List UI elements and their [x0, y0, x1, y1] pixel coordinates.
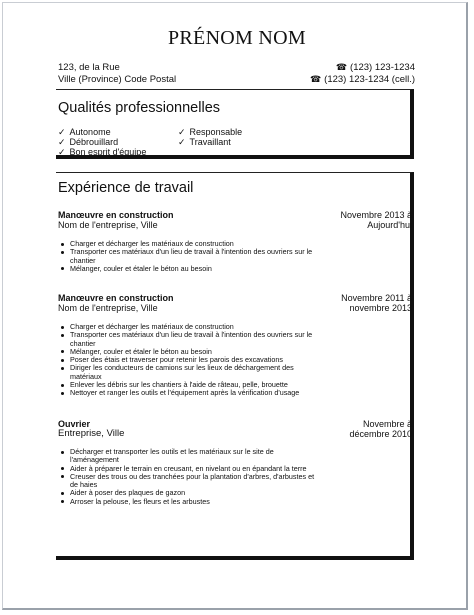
job-tasks: [58, 323, 318, 398]
phone-line-2: ☎ (123) 123-1234 (cell.): [309, 73, 415, 85]
job-dates: Novembre 2011 à novembre 2013: [341, 293, 412, 313]
job-tasks: [58, 448, 318, 506]
candidate-name: PRÉNOM NOM: [167, 27, 307, 49]
task-item: Enlever les débris sur les chantiers à l'aide de râteau, pelle, brouette: [58, 381, 318, 389]
address-line-1: 123, de la Rue: [58, 62, 120, 73]
quality-item: ✓ Bon esprit d'équipe: [58, 146, 147, 157]
task-item: Arroser la pelouse, les fleurs et les arbustes: [58, 498, 318, 506]
task-item: Décharger et transporter les outils et les matériaux sur le site de l'aménagement: [58, 448, 318, 465]
qualities-column-2: [178, 128, 242, 148]
phone-icon: ☎: [309, 73, 322, 84]
address-line-2: Ville (Province) Code Postal: [58, 73, 177, 85]
task-item: Creuser des trous ou des tranchées pour la plantation d'arbres, d'arbustes et de haies: [58, 473, 318, 490]
job-entry: [58, 419, 412, 506]
job-tasks: [58, 240, 318, 273]
job-dates: Novembre 2013 à Aujourd'hui: [340, 210, 412, 230]
job-title: Manœuvre en construction: [58, 210, 174, 220]
task-item: Charger et décharger les matériaux de construction: [58, 323, 318, 331]
job-title: Ouvrier: [58, 419, 91, 429]
quality-item: ✓ Autonome: [58, 127, 111, 137]
experience-heading: Expérience de travail: [58, 180, 194, 196]
job-entry: [58, 293, 412, 398]
checkmark-icon: ✓: [58, 146, 66, 157]
experience-section: [56, 172, 414, 560]
quality-item: ✓ Responsable: [178, 127, 243, 137]
qualities-column-1: [58, 128, 146, 157]
task-item: Nettoyer et ranger les outils et l'équipement après la vérification d'usage: [58, 389, 318, 397]
job-dates: Novembre à décembre 2010: [349, 419, 412, 439]
job-company: Entreprise, Ville: [58, 428, 125, 439]
task-item: Aider à préparer le terrain en creusant, en nivelant ou en épandant la terre: [58, 465, 318, 473]
checkmark-icon: ✓: [58, 127, 66, 137]
task-item: Charger et décharger les matériaux de construction: [58, 240, 318, 248]
checkmark-icon: ✓: [178, 136, 186, 147]
job-company: Nom de l'entreprise, Ville: [58, 220, 158, 230]
phone-icon: ☎: [335, 62, 348, 72]
qualities-heading: Qualités professionnelles: [58, 100, 221, 116]
task-item: Aider à poser des plaques de gazon: [58, 489, 318, 497]
quality-item: ✓ Débrouillard: [58, 136, 119, 147]
job-company: Nom de l'entreprise, Ville: [58, 303, 158, 313]
task-item: Transporter ces matériaux d'un lieu de travail à l'intention des ouvriers sur le chantier: [58, 331, 318, 348]
job-entry: [58, 210, 412, 273]
phone-line-1: ☎ (123) 123-1234: [335, 62, 415, 73]
checkmark-icon: ✓: [178, 127, 186, 137]
address-block: [58, 62, 176, 85]
qualities-section: [56, 89, 414, 159]
task-item: Poser des étais et traverser pour retenir les parois des excavations: [58, 356, 318, 364]
task-item: Transporter ces matériaux d'un lieu de travail à l'intention des ouvriers sur le chantier: [58, 248, 318, 265]
job-title: Manœuvre en construction: [58, 293, 174, 303]
checkmark-icon: ✓: [58, 136, 66, 147]
task-item: Mélanger, couler et étaler le béton au besoin: [58, 265, 318, 273]
quality-item: ✓ Travaillant: [178, 136, 231, 147]
task-item: Diriger les conducteurs de camions sur les lieux de déchargement des matériaux: [58, 364, 318, 381]
phone-block: [310, 62, 415, 85]
task-item: Mélanger, couler et étaler le béton au besoin: [58, 348, 318, 356]
